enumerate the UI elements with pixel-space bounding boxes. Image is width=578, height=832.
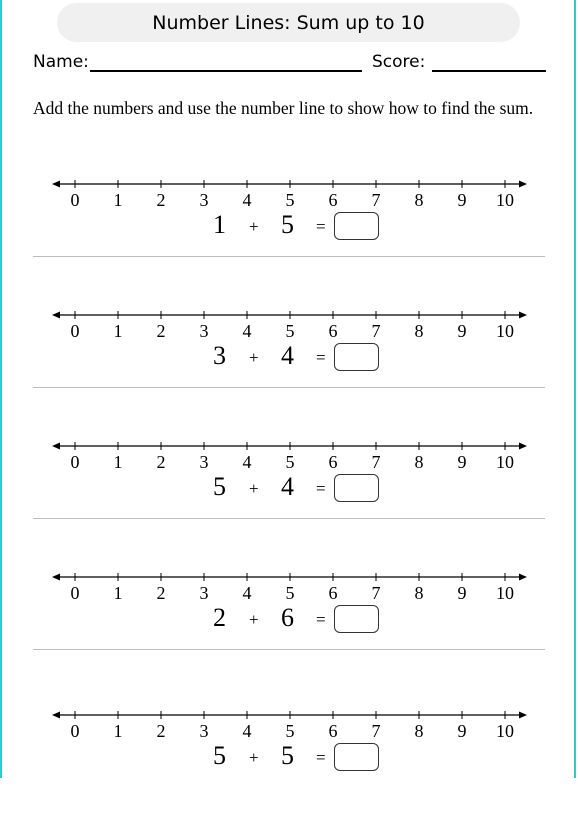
tick-label: 3 bbox=[199, 321, 209, 341]
equals-sign: = bbox=[316, 748, 326, 767]
plus-sign: + bbox=[249, 217, 259, 236]
name-field[interactable] bbox=[90, 70, 362, 72]
answer-box[interactable] bbox=[334, 343, 379, 371]
answer-box[interactable] bbox=[334, 743, 379, 771]
problem-5 bbox=[0, 701, 578, 832]
tick-label: 9 bbox=[457, 452, 467, 472]
equals-sign: = bbox=[316, 217, 326, 236]
tick-label: 5 bbox=[285, 721, 295, 741]
tick-label: 6 bbox=[328, 721, 338, 741]
addend-b: 5 bbox=[281, 741, 294, 770]
equation bbox=[0, 739, 578, 779]
separator-line bbox=[33, 387, 545, 388]
equals-sign: = bbox=[316, 479, 326, 498]
tick-label: 7 bbox=[371, 721, 381, 741]
tick-label: 4 bbox=[242, 721, 252, 741]
tick-label: 0 bbox=[70, 452, 80, 472]
tick-label: 0 bbox=[70, 190, 80, 210]
problem-4 bbox=[0, 563, 578, 694]
answer-box[interactable] bbox=[334, 474, 379, 502]
separator-line bbox=[33, 518, 545, 519]
plus-sign: + bbox=[249, 348, 259, 367]
addend-b: 6 bbox=[281, 603, 294, 632]
worksheet-title bbox=[57, 3, 520, 42]
equation bbox=[0, 470, 578, 510]
left-arrow-icon bbox=[52, 443, 60, 450]
addend-a: 5 bbox=[213, 741, 226, 770]
tick-label: 1 bbox=[113, 721, 123, 741]
addend-a: 1 bbox=[213, 210, 226, 239]
tick-label: 8 bbox=[414, 452, 424, 472]
tick-label: 10 bbox=[496, 452, 514, 472]
plus-sign: + bbox=[249, 479, 259, 498]
problem-2 bbox=[0, 301, 578, 432]
left-arrow-icon bbox=[52, 574, 60, 581]
addend-b: 4 bbox=[281, 341, 294, 370]
tick-label: 4 bbox=[242, 583, 252, 603]
tick-label: 1 bbox=[113, 452, 123, 472]
tick-label: 7 bbox=[371, 583, 381, 603]
tick-label: 3 bbox=[199, 583, 209, 603]
tick-label: 8 bbox=[414, 321, 424, 341]
tick-label: 8 bbox=[414, 583, 424, 603]
addend-a: 2 bbox=[213, 603, 226, 632]
number-line bbox=[0, 563, 578, 603]
problem-1 bbox=[0, 170, 578, 301]
right-arrow-icon bbox=[519, 712, 527, 719]
tick-label: 10 bbox=[496, 583, 514, 603]
tick-label: 7 bbox=[371, 190, 381, 210]
tick-label: 6 bbox=[328, 321, 338, 341]
tick-label: 7 bbox=[371, 321, 381, 341]
score-label: Score: bbox=[372, 52, 426, 72]
number-line bbox=[0, 432, 578, 472]
tick-label: 9 bbox=[457, 190, 467, 210]
tick-label: 4 bbox=[242, 321, 252, 341]
tick-label: 0 bbox=[70, 321, 80, 341]
tick-label: 8 bbox=[414, 190, 424, 210]
tick-label: 2 bbox=[156, 583, 166, 603]
equals-sign: = bbox=[316, 348, 326, 367]
tick-label: 9 bbox=[457, 321, 467, 341]
tick-label: 2 bbox=[156, 190, 166, 210]
addend-a: 3 bbox=[213, 341, 226, 370]
tick-label: 6 bbox=[328, 583, 338, 603]
addend-b: 5 bbox=[281, 210, 294, 239]
tick-label: 10 bbox=[496, 321, 514, 341]
tick-label: 0 bbox=[70, 721, 80, 741]
right-arrow-icon bbox=[519, 312, 527, 319]
number-line bbox=[0, 301, 578, 341]
tick-label: 10 bbox=[496, 190, 514, 210]
left-arrow-icon bbox=[52, 181, 60, 188]
instructions: Add the numbers and use the number line to show how to find the sum. bbox=[33, 98, 534, 118]
right-arrow-icon bbox=[519, 181, 527, 188]
name-label: Name: bbox=[33, 52, 89, 72]
separator-line bbox=[33, 256, 545, 257]
equation bbox=[0, 208, 578, 248]
equation bbox=[0, 601, 578, 641]
tick-label: 9 bbox=[457, 721, 467, 741]
tick-label: 4 bbox=[242, 190, 252, 210]
tick-label: 5 bbox=[285, 583, 295, 603]
number-line bbox=[0, 170, 578, 210]
equation bbox=[0, 339, 578, 379]
number-line bbox=[0, 701, 578, 741]
tick-label: 9 bbox=[457, 583, 467, 603]
score-field[interactable] bbox=[432, 70, 546, 72]
tick-label: 5 bbox=[285, 452, 295, 472]
tick-label: 3 bbox=[199, 190, 209, 210]
title-text: Number Lines: Sum up to 10 bbox=[152, 11, 425, 34]
plus-sign: + bbox=[249, 610, 259, 629]
problem-3 bbox=[0, 432, 578, 563]
tick-label: 3 bbox=[199, 452, 209, 472]
tick-label: 5 bbox=[285, 321, 295, 341]
tick-label: 2 bbox=[156, 321, 166, 341]
addend-a: 5 bbox=[213, 472, 226, 501]
tick-label: 5 bbox=[285, 190, 295, 210]
tick-label: 8 bbox=[414, 721, 424, 741]
right-arrow-icon bbox=[519, 443, 527, 450]
tick-label: 0 bbox=[70, 583, 80, 603]
left-arrow-icon bbox=[52, 712, 60, 719]
plus-sign: + bbox=[249, 748, 259, 767]
left-arrow-icon bbox=[52, 312, 60, 319]
tick-label: 1 bbox=[113, 583, 123, 603]
tick-label: 10 bbox=[496, 721, 514, 741]
right-arrow-icon bbox=[519, 574, 527, 581]
tick-label: 4 bbox=[242, 452, 252, 472]
tick-label: 2 bbox=[156, 452, 166, 472]
tick-label: 3 bbox=[199, 721, 209, 741]
tick-label: 6 bbox=[328, 190, 338, 210]
equals-sign: = bbox=[316, 610, 326, 629]
addend-b: 4 bbox=[281, 472, 294, 501]
answer-box[interactable] bbox=[334, 605, 379, 633]
tick-label: 1 bbox=[113, 190, 123, 210]
answer-box[interactable] bbox=[334, 212, 379, 240]
separator-line bbox=[33, 649, 545, 650]
tick-label: 1 bbox=[113, 321, 123, 341]
tick-label: 7 bbox=[371, 452, 381, 472]
tick-label: 6 bbox=[328, 452, 338, 472]
tick-label: 2 bbox=[156, 721, 166, 741]
